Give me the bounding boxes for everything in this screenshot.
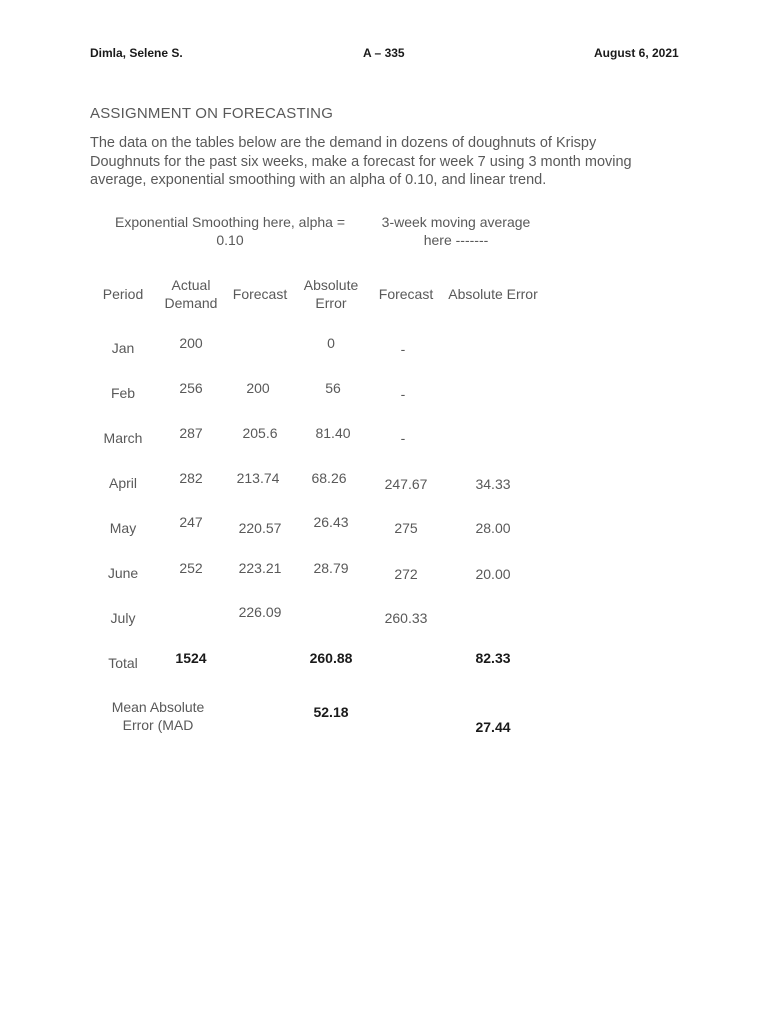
total-ma-error: 82.33 [475, 650, 511, 666]
header-period: Period [102, 286, 144, 302]
cell-period: Jan [111, 340, 135, 356]
cell-es-forecast: 200 [246, 380, 270, 396]
moving-average-caption-line1: 3-week moving average [381, 214, 531, 230]
cell-es-error: 26.43 [313, 514, 349, 530]
exp-smoothing-caption-line1: Exponential Smoothing here, alpha = [115, 214, 345, 230]
total-actual: 1524 [175, 650, 207, 666]
cell-actual: 287 [179, 425, 203, 441]
exp-smoothing-caption-line2: 0.10 [216, 232, 244, 248]
cell-period: July [110, 610, 136, 626]
cell-es-error: 56 [325, 380, 341, 396]
header-ma-forecast: Forecast [378, 286, 434, 302]
mad-es-error: 52.18 [313, 704, 349, 720]
cell-actual: 252 [179, 560, 203, 576]
cell-actual: 200 [179, 335, 203, 351]
mad-label [112, 698, 205, 734]
intro-paragraph: The data on the tables below are the demand in dozens of doughnuts of Krispy Doughnuts for the past six weeks, make a forecast for week 7 using 3 month moving average, exponential smoothing with an alpha of 0.10, and linear trend. [90, 135, 632, 188]
mad-label-line1: Mean Absolute [111, 699, 205, 715]
cell-ma-forecast: 247.67 [384, 476, 428, 492]
cell-ma-forecast: 260.33 [384, 610, 428, 626]
cell-period: March [103, 430, 143, 446]
cell-es-forecast: 226.09 [238, 604, 282, 620]
cell-ma-forecast: - [400, 386, 406, 402]
section-code: A – 335 [363, 46, 405, 60]
header-es-absolute-error [304, 276, 358, 312]
moving-average-caption [370, 213, 542, 249]
document-date: August 6, 2021 [594, 46, 679, 60]
cell-es-forecast: 223.21 [238, 560, 282, 576]
cell-actual: 247 [179, 514, 203, 530]
moving-average-caption-line2: here ------- [423, 232, 489, 248]
cell-ma-forecast: - [400, 341, 406, 357]
cell-ma-forecast: - [400, 430, 406, 446]
header-es-forecast: Forecast [232, 286, 288, 302]
cell-es-forecast: 213.74 [236, 470, 280, 486]
cell-period: April [108, 475, 138, 491]
cell-es-error: 68.26 [311, 470, 347, 486]
cell-period: May [109, 520, 137, 536]
cell-ma-forecast: 275 [394, 520, 418, 536]
header-es-error-line1: Absolute [303, 277, 359, 293]
mad-label-line2: Error (MAD [122, 717, 194, 733]
cell-period: Feb [110, 385, 136, 401]
total-es-error: 260.88 [309, 650, 353, 666]
cell-ma-error: 20.00 [475, 566, 511, 582]
total-label: Total [108, 655, 138, 671]
cell-ma-forecast: 272 [394, 566, 418, 582]
cell-period: June [107, 565, 139, 581]
cell-es-error: 0 [327, 335, 335, 351]
cell-ma-error: 34.33 [475, 476, 511, 492]
header-actual-line1: Actual [171, 277, 211, 293]
header-actual-line2: Demand [164, 295, 218, 311]
author-name: Dimla, Selene S. [90, 46, 183, 60]
cell-es-forecast: 205.6 [242, 425, 278, 441]
cell-ma-error: 28.00 [475, 520, 511, 536]
header-ma-absolute-error: Absolute Error [448, 286, 538, 302]
cell-es-forecast: 220.57 [238, 520, 282, 536]
exp-smoothing-caption [100, 213, 360, 249]
header-es-error-line2: Error [315, 295, 347, 311]
mad-ma-error: 27.44 [475, 719, 511, 735]
cell-actual: 282 [179, 470, 203, 486]
document-title: ASSIGNMENT ON FORECASTING [90, 105, 334, 122]
cell-es-error: 28.79 [313, 560, 349, 576]
cell-actual: 256 [179, 380, 203, 396]
cell-es-error: 81.40 [315, 425, 351, 441]
header-actual-demand [165, 276, 218, 312]
